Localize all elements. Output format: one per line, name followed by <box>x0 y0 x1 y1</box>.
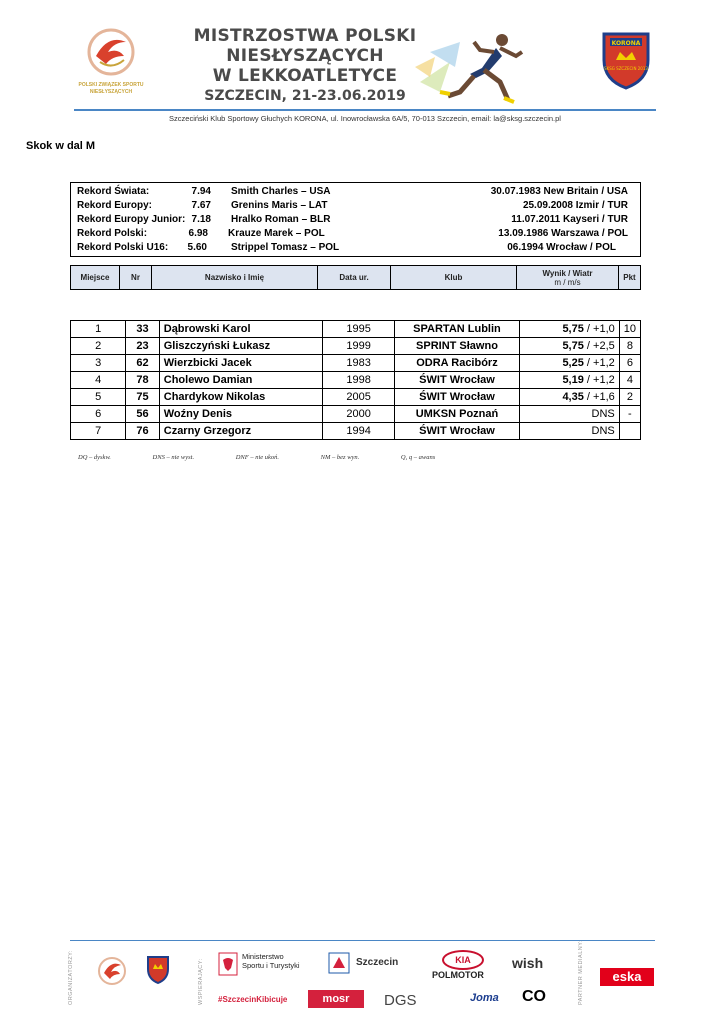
record-value: 6.98 <box>188 228 208 239</box>
col-born: Data ur. <box>318 266 391 289</box>
result-points: 2 <box>619 389 640 406</box>
korona-crest <box>600 30 652 90</box>
table-row <box>71 406 641 423</box>
record-label: Rekord Świata: <box>77 186 150 197</box>
result-club: ŚWIT Wrocław <box>395 423 519 440</box>
col-result-label: Wynik / Wiatr <box>542 268 593 278</box>
record-row <box>71 198 640 213</box>
korona-crest-caption: SKSG SZCZECIN 2013 <box>604 66 648 71</box>
result-club: SPARTAN Lublin <box>395 321 519 338</box>
result-nr: 78 <box>126 372 159 389</box>
record-holder: Smith Charles – USA <box>231 186 331 197</box>
table-row <box>71 372 641 389</box>
result-value: 5,19 <box>562 373 584 386</box>
korona-crest-name: KORONA <box>611 40 641 47</box>
result-wind: DNS <box>591 407 615 420</box>
legend-item: DQ – dyskw. <box>78 454 111 461</box>
result-name: Gliszczyński Łukasz <box>159 338 322 355</box>
record-place: 11.07.2011 Kayseri / TUR <box>511 214 628 225</box>
record-label: Rekord Europy Junior: <box>77 214 186 225</box>
result-wind: / +1,2 <box>586 356 615 369</box>
result-name: Wierzbicki Jacek <box>159 355 322 372</box>
organizer-address: Szczeciński Klub Sportowy Głuchych KORONA, ul. Inowrocławska 6A/5, 70-013 Szczecin, email: la@sksg.szczecin.pl <box>169 114 561 123</box>
table-row <box>71 321 641 338</box>
result-name: Chardykow Nikolas <box>159 389 322 406</box>
result-mark <box>519 423 619 440</box>
result-club: ODRA Racibórz <box>395 355 519 372</box>
result-mark <box>519 406 619 423</box>
col-name: Nazwisko i Imię <box>152 266 318 289</box>
record-place: 06.1994 Wrocław / POL <box>507 242 616 253</box>
result-wind: / +1,0 <box>586 322 615 335</box>
result-club: ŚWIT Wrocław <box>395 389 519 406</box>
record-place: 13.09.1986 Warszawa / POL <box>498 228 628 239</box>
legend-item: DNF – nie ukoń. <box>235 454 280 461</box>
result-club: SPRINT Sławno <box>395 338 519 355</box>
wish-logo: wish <box>512 955 544 971</box>
result-born: 2000 <box>322 406 394 423</box>
result-wind: DNS <box>591 424 615 437</box>
championship-date: SZCZECIN, 21-23.06.2019 <box>204 88 406 104</box>
szczecin-logo-icon <box>328 952 350 979</box>
result-club: UMKSN Poznań <box>395 406 519 423</box>
result-place: 3 <box>71 355 126 372</box>
result-wind: / +1,6 <box>586 390 615 403</box>
record-holder: Hralko Roman – BLR <box>231 214 331 225</box>
result-born: 2005 <box>322 389 394 406</box>
record-value: 7.67 <box>191 200 211 211</box>
result-points: 10 <box>619 321 640 338</box>
result-value: 5,75 <box>562 339 584 352</box>
result-points: 8 <box>619 338 640 355</box>
pzsn-footer-logo <box>96 955 128 992</box>
result-points: 6 <box>619 355 640 372</box>
result-name: Czarny Grzegorz <box>159 423 322 440</box>
result-mark <box>519 355 619 372</box>
result-value: 5,25 <box>562 356 584 369</box>
poland-eagle-icon <box>218 952 238 981</box>
korona-footer-logo <box>146 955 170 990</box>
result-born: 1999 <box>322 338 394 355</box>
record-place: 25.09.2008 Izmir / TUR <box>522 200 628 211</box>
kia-logo: KIA <box>442 950 484 970</box>
col-points: Pkt <box>623 273 636 282</box>
partner-label: PARTNER MEDIALNY: <box>578 939 584 1005</box>
record-value: 7.18 <box>191 214 211 225</box>
result-place: 4 <box>71 372 126 389</box>
result-nr: 56 <box>126 406 159 423</box>
result-points <box>619 423 640 440</box>
ministry-line-1: Ministerstwo <box>242 952 284 961</box>
sprinter-graphic <box>410 22 540 108</box>
title-line-2: NIESŁYSZĄCYCH <box>226 46 384 66</box>
title-line-1: MISTRZOSTWA POLSKI <box>193 26 417 46</box>
result-place: 2 <box>71 338 126 355</box>
record-value: 7.94 <box>191 186 211 197</box>
hashtag: #SzczecinKibicuje <box>218 995 288 1004</box>
joma-logo: Joma <box>470 992 499 1004</box>
record-label: Rekord Europy: <box>77 200 153 211</box>
result-mark <box>519 389 619 406</box>
record-row <box>71 240 640 255</box>
legend-item: Q, q – awans <box>400 454 436 461</box>
legend-item: NM – bez wyn. <box>320 454 360 461</box>
ministry-line-2: Sportu i Turystyki <box>242 961 300 970</box>
table-row <box>71 355 641 372</box>
organizers-label: ORGANIZATORZY: <box>68 949 74 1005</box>
result-points: - <box>619 406 640 423</box>
result-nr: 75 <box>126 389 159 406</box>
result-nr: 33 <box>126 321 159 338</box>
result-place: 7 <box>71 423 126 440</box>
result-born: 1994 <box>322 423 394 440</box>
mosr-logo: mosr <box>308 990 364 1008</box>
ministry-name <box>242 952 300 970</box>
result-wind: / +1,2 <box>586 373 615 386</box>
result-wind: / +2,5 <box>586 339 615 352</box>
table-row <box>71 389 641 406</box>
col-result-unit: m / m/s <box>554 277 581 287</box>
record-row <box>71 212 640 227</box>
table-row <box>71 338 641 355</box>
col-club: Klub <box>391 266 517 289</box>
result-nr: 76 <box>126 423 159 440</box>
result-mark <box>519 321 619 338</box>
polmotor-name: POLMOTOR <box>432 970 484 980</box>
result-place: 6 <box>71 406 126 423</box>
pzsn-logo-text: POLSKI ZWIĄZEK SPORTU NIESŁYSZĄCYCH <box>78 82 144 95</box>
record-place: 30.07.1983 New Britain / USA <box>490 186 628 197</box>
result-value: 4,35 <box>562 390 584 403</box>
result-place: 5 <box>71 389 126 406</box>
result-place: 1 <box>71 321 126 338</box>
result-name: Dąbrowski Karol <box>159 321 322 338</box>
result-value: 5,75 <box>562 322 584 335</box>
results-table <box>70 320 641 440</box>
col-nr: Nr <box>120 266 152 289</box>
result-mark <box>519 372 619 389</box>
result-points: 4 <box>619 372 640 389</box>
championship-title <box>190 26 420 104</box>
szczecin-name: Szczecin <box>356 957 399 968</box>
footer-divider <box>70 940 655 941</box>
record-value: 5.60 <box>187 242 207 253</box>
result-nr: 62 <box>126 355 159 372</box>
record-holder: Grenins Maris – LAT <box>231 200 328 211</box>
record-holder: Strippel Tomasz – POL <box>231 242 340 253</box>
results-column-header <box>70 265 641 290</box>
record-label: Rekord Polski U16: <box>77 242 169 253</box>
record-holder: Krauze Marek – POL <box>228 228 325 239</box>
record-row <box>71 226 640 241</box>
eska-logo: eska <box>600 968 654 986</box>
pzsn-logo <box>78 26 144 106</box>
support-label: WSPIERAJĄCY: <box>198 958 204 1005</box>
result-club: ŚWIT Wrocław <box>395 372 519 389</box>
record-label: Rekord Polski: <box>77 228 148 239</box>
result-nr: 23 <box>126 338 159 355</box>
dgs-logo: DGS <box>384 992 417 1009</box>
legend-item: DNS – nie wyst. <box>152 454 195 461</box>
records-box <box>70 182 641 257</box>
col-result <box>517 266 619 289</box>
result-born: 1995 <box>322 321 394 338</box>
result-name: Cholewo Damian <box>159 372 322 389</box>
abbreviation-legend <box>78 454 475 461</box>
header-divider <box>74 109 656 111</box>
event-title: Skok w dal M <box>26 140 96 152</box>
result-name: Woźny Denis <box>159 406 322 423</box>
result-born: 1983 <box>322 355 394 372</box>
co-logo: CO <box>522 988 546 1005</box>
table-row <box>71 423 641 440</box>
result-born: 1998 <box>322 372 394 389</box>
record-row <box>71 184 640 199</box>
col-place: Miejsce <box>71 266 120 289</box>
title-line-3: W LEKKOATLETYCE <box>212 66 398 86</box>
result-mark <box>519 338 619 355</box>
